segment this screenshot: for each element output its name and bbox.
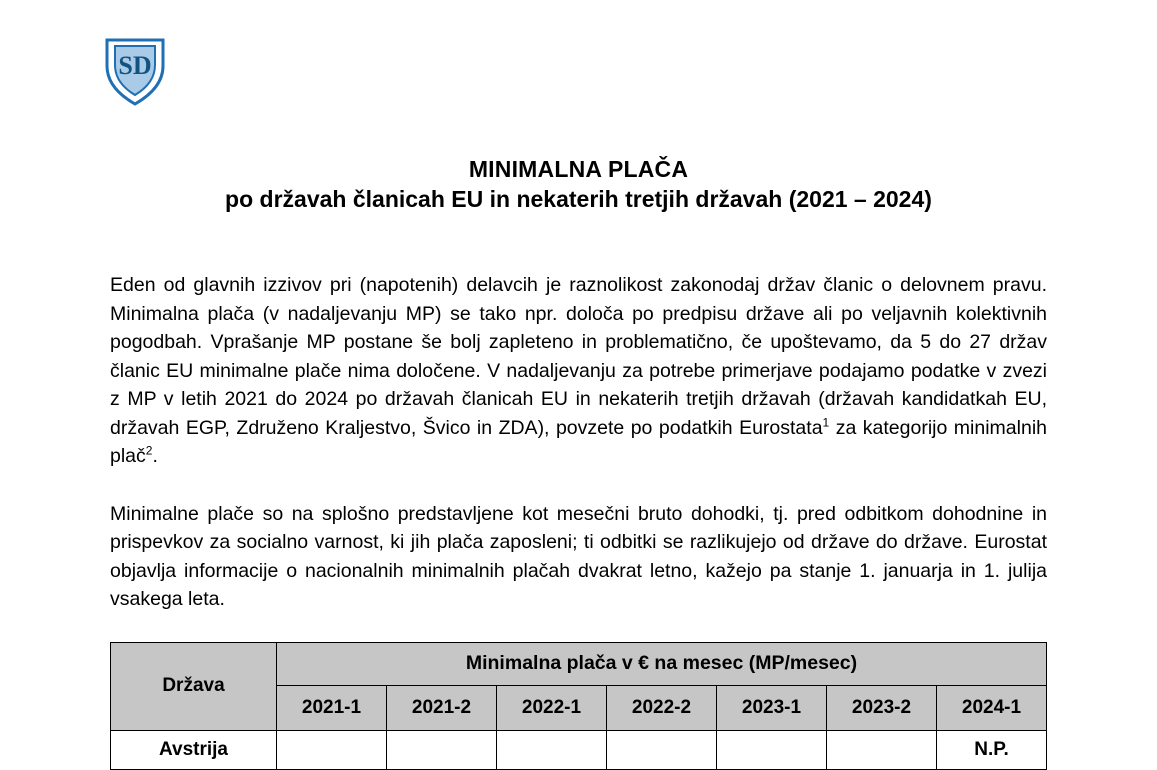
footnote-ref-2: 2	[145, 443, 153, 458]
cell-2024-1: N.P.	[937, 730, 1047, 769]
cell-2021-2	[387, 730, 497, 769]
organization-logo	[95, 30, 175, 110]
column-header-2023-2: 2023-2	[827, 685, 937, 730]
intro-paragraph-part-2: za kategorijo minimalnih plač	[110, 416, 1047, 467]
column-header-2021-1: 2021-1	[277, 685, 387, 730]
intro-paragraph-part-1: Eden od glavnih izzivov pri (napotenih) delavcih je raznolikost zakonodaj držav članic o delovnem pravu. Minimalna plača (v nadaljevanju MP) se tako npr. določa po predpisu države ali po veljavnih kolektivnih pogodbah. Vprašanje MP postane še bolj zapleteno in problematično, če upoštevamo, da 5 do 27 držav članic EU minimalne plače nima določene. V nadaljevanju za potrebe primerjave podajamo podatke v zvezi z MP v letih 2021 do 2024 po državah članicah EU in nekaterih tretjih državah (državah kandidatkah EU, državah EGP, Združeno Kraljestvo, Švico in ZDA), povzete po podatkih Eurostata	[110, 274, 1047, 439]
cell-2023-1	[717, 730, 827, 769]
intro-paragraph	[110, 271, 1047, 471]
column-group-header-minimum-wage: Minimalna plača v € na mesec (MP/mesec)	[277, 642, 1047, 685]
intro-paragraph-part-3: .	[152, 445, 158, 467]
column-header-2024-1: 2024-1	[937, 685, 1047, 730]
page-title	[110, 0, 1047, 215]
minimum-wage-table-wrapper	[110, 642, 1047, 770]
second-paragraph: Minimalne plače so na splošno predstavljene kot mesečni bruto dohodki, tj. pred odbitkom dohodnine in prispevkov za socialno varnost, ki jih plača zaposleni; ti odbitki se razlikujejo od države do države. Eurostat objavlja informacije o nacionalnih minimalnih plačah dvakrat letno, kažejo pa stanje 1. januarja in 1. julija vsakega leta.	[110, 502, 1047, 610]
cell-2022-2	[607, 730, 717, 769]
column-header-2022-2: 2022-2	[607, 685, 717, 730]
cell-2022-1	[497, 730, 607, 769]
column-header-country: Država	[111, 642, 277, 730]
cell-country: Avstrija	[111, 730, 277, 769]
column-header-2022-1: 2022-1	[497, 685, 607, 730]
title-line-1: MINIMALNA PLAČA	[468, 156, 689, 182]
table-header-row-1	[111, 642, 1047, 685]
table-body	[111, 730, 1047, 769]
cell-2021-1	[277, 730, 387, 769]
table-header	[111, 642, 1047, 730]
cell-2023-2	[827, 730, 937, 769]
column-header-2021-2: 2021-2	[387, 685, 497, 730]
footnote-ref-1: 1	[822, 415, 830, 429]
table-row	[111, 730, 1047, 769]
column-header-2023-1: 2023-1	[717, 685, 827, 730]
svg-text:SD: SD	[118, 51, 152, 80]
shield-logo-icon	[95, 30, 175, 110]
minimum-wage-table	[110, 642, 1047, 770]
title-line-2: po državah članicah EU in nekaterih tretjih državah (2021 – 2024)	[225, 186, 932, 212]
